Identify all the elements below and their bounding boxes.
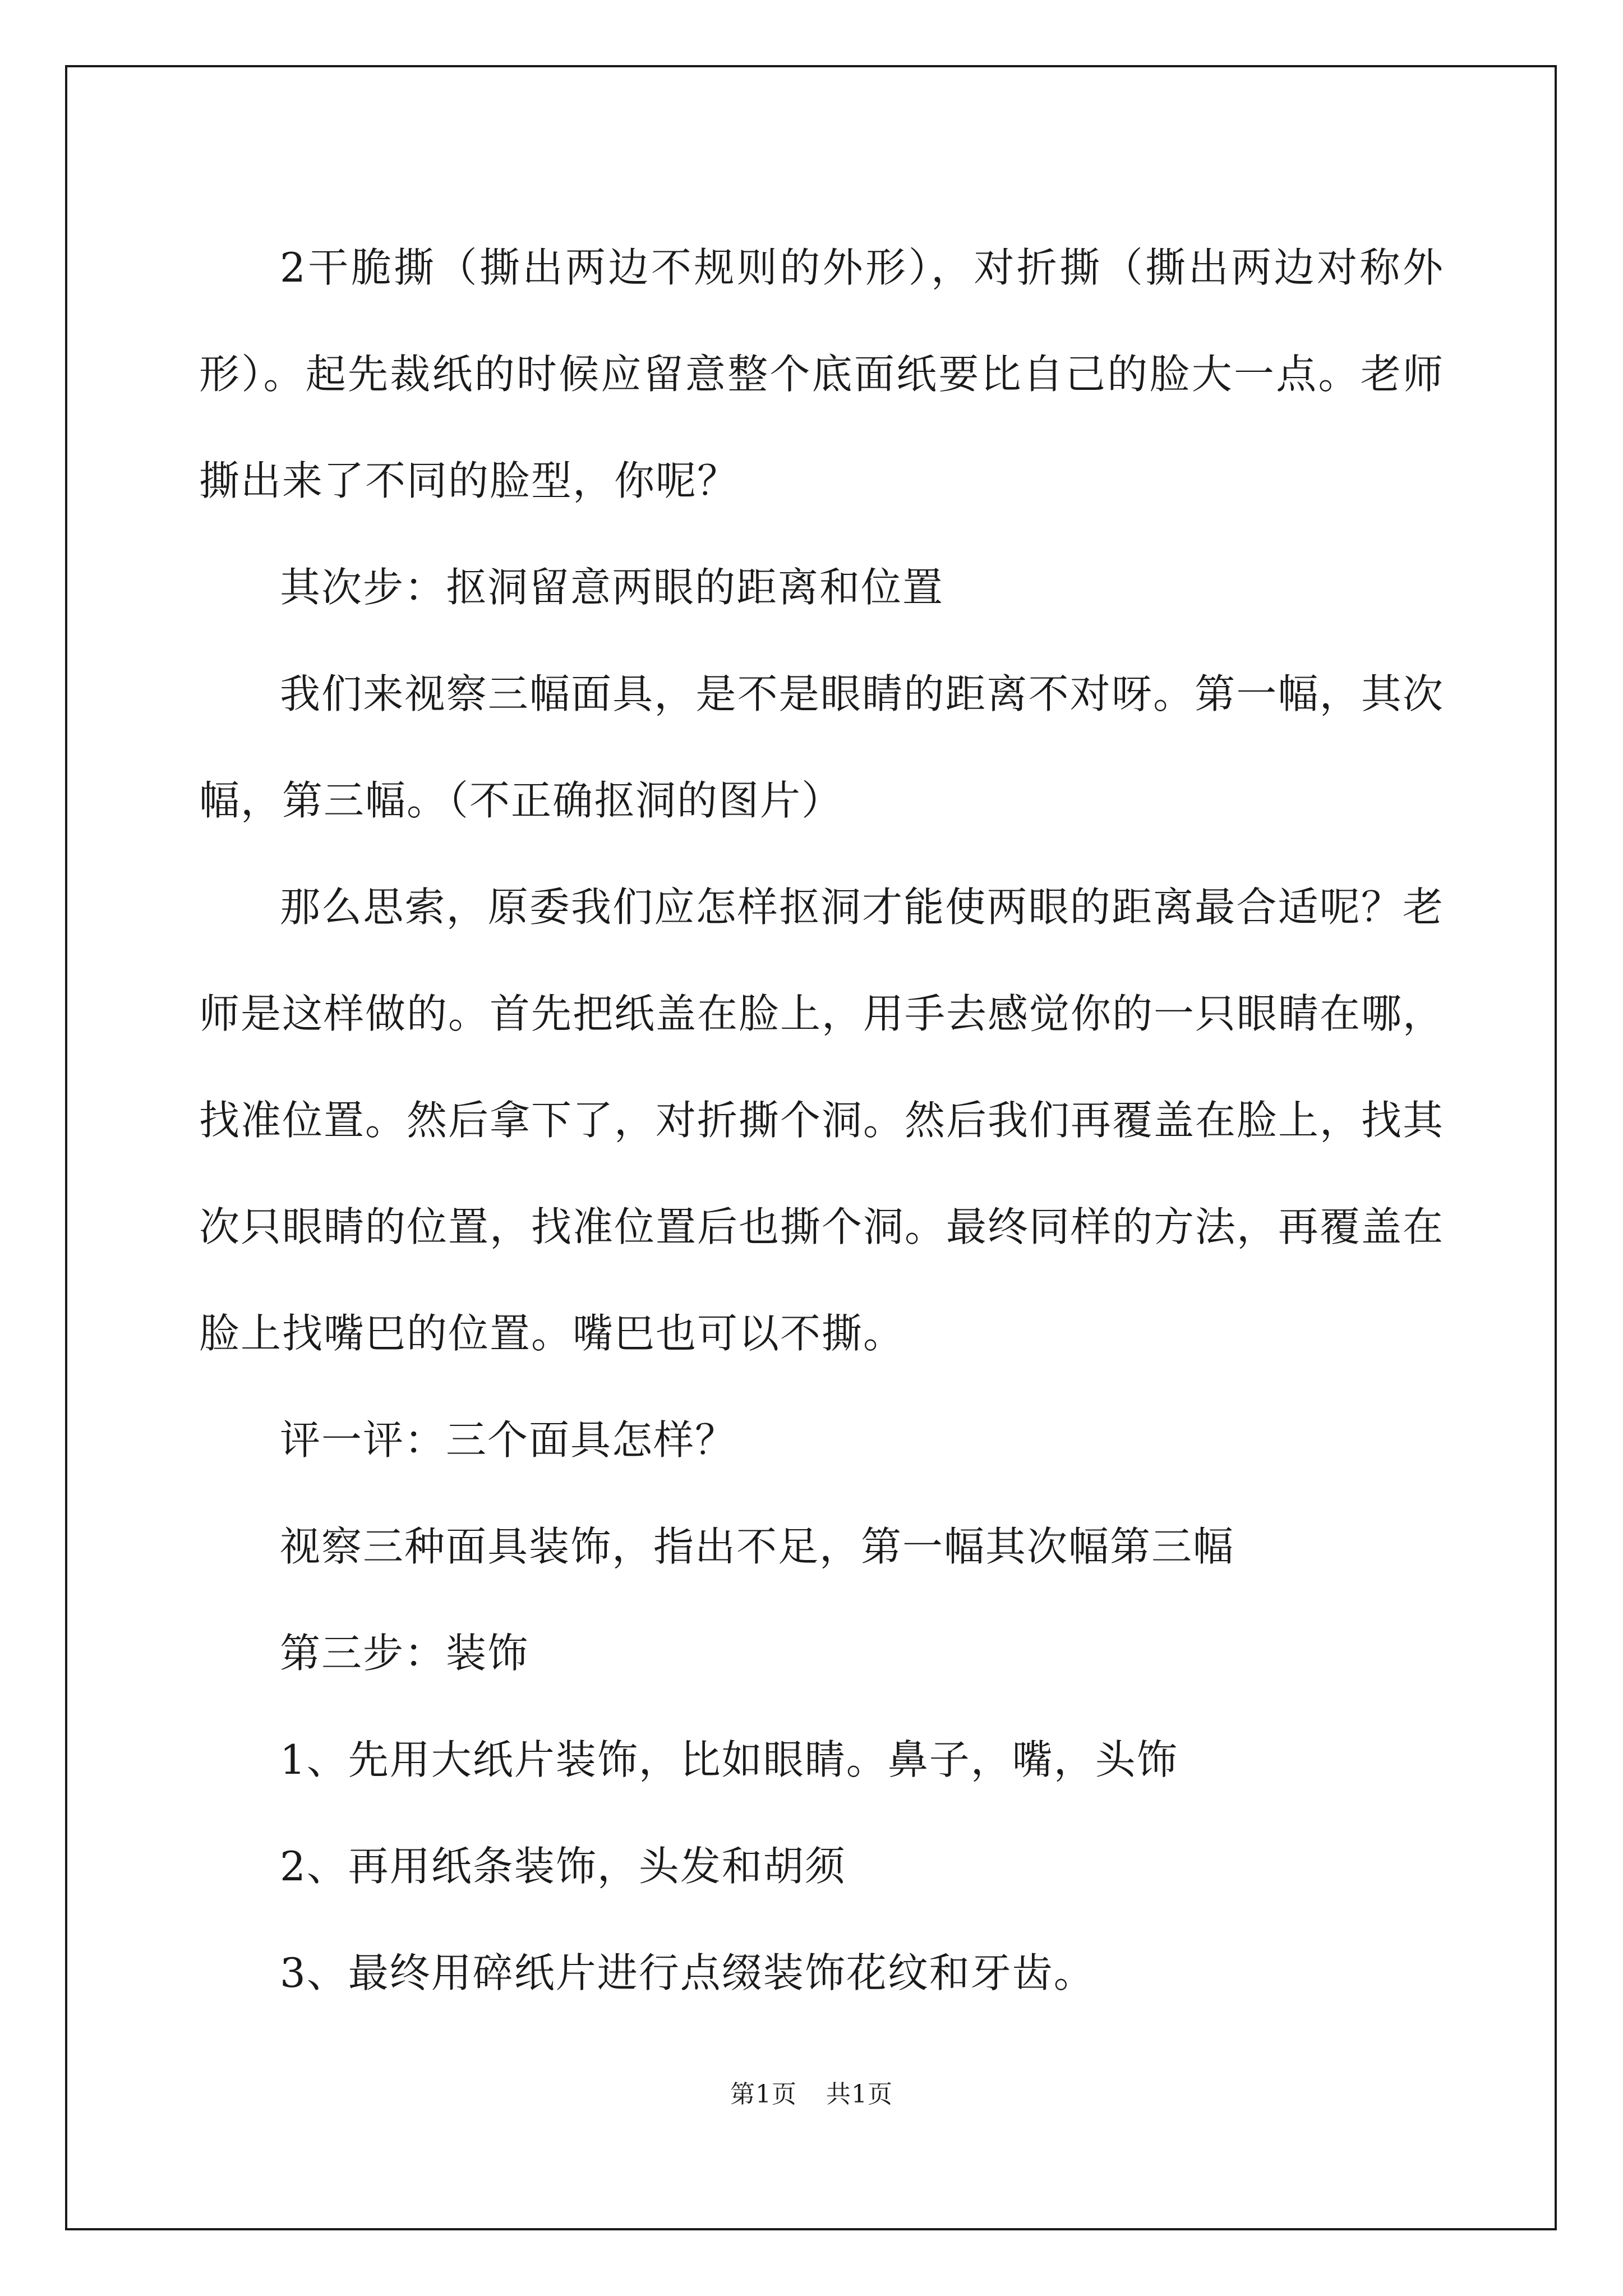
paragraph-tearing-method: 2干脆撕（撕出两边不规则的外形），对折撕（撕出两边对称外形）。起先裁纸的时候应留意整个底面纸要比自己的脸大一点。老师撕出来了不同的脸型，你呢？: [199, 244, 1444, 504]
paragraph-observe-decoration: 视察三种面具装饰，指出不足，第一幅其次幅第三幅: [280, 1523, 1235, 1570]
page-number-total: 共1页: [826, 2080, 893, 2109]
paragraph-step-three-heading: 第三步：装饰: [280, 1630, 529, 1677]
paragraph-eye-holes-method: 那么思索，原委我们应怎样抠洞才能使两眼的距离最合适呢？老师是这样做的。首先把纸盖在脸上，用手去感觉你的一只眼睛在哪，找准位置。然后拿下了，对折撕个洞。然后我们再覆盖在脸上，找其次只眼睛的位置，找准位置后也撕个洞。最终同样的方法，再覆盖在脸上找嘴巴的位置。嘴巴也可以不撕。: [199, 884, 1445, 1357]
paragraph-decoration-step-3: 3、最终用碎纸片进行点缀装饰花纹和牙齿。: [280, 1949, 1095, 1996]
paragraph-decoration-step-2: 2、再用纸条装饰，头发和胡须: [280, 1843, 846, 1890]
paragraph-decoration-step-1: 1、先用大纸片装饰，比如眼睛。鼻子，嘴，头饰: [280, 1736, 1178, 1783]
paragraph-step-two-heading: 其次步：抠洞留意两眼的距离和位置: [280, 564, 944, 611]
paragraph-observe-masks: 我们来视察三幅面具，是不是眼睛的距离不对呀。第一幅，其次幅，第三幅。（不正确抠洞的图片）: [199, 670, 1444, 824]
page-footer: [0, 2078, 1623, 2111]
document-body: [199, 214, 1444, 2026]
page-number-current: 第1页: [730, 2080, 797, 2109]
paragraph-evaluate: 评一评：三个面具怎样？: [280, 1416, 737, 1464]
